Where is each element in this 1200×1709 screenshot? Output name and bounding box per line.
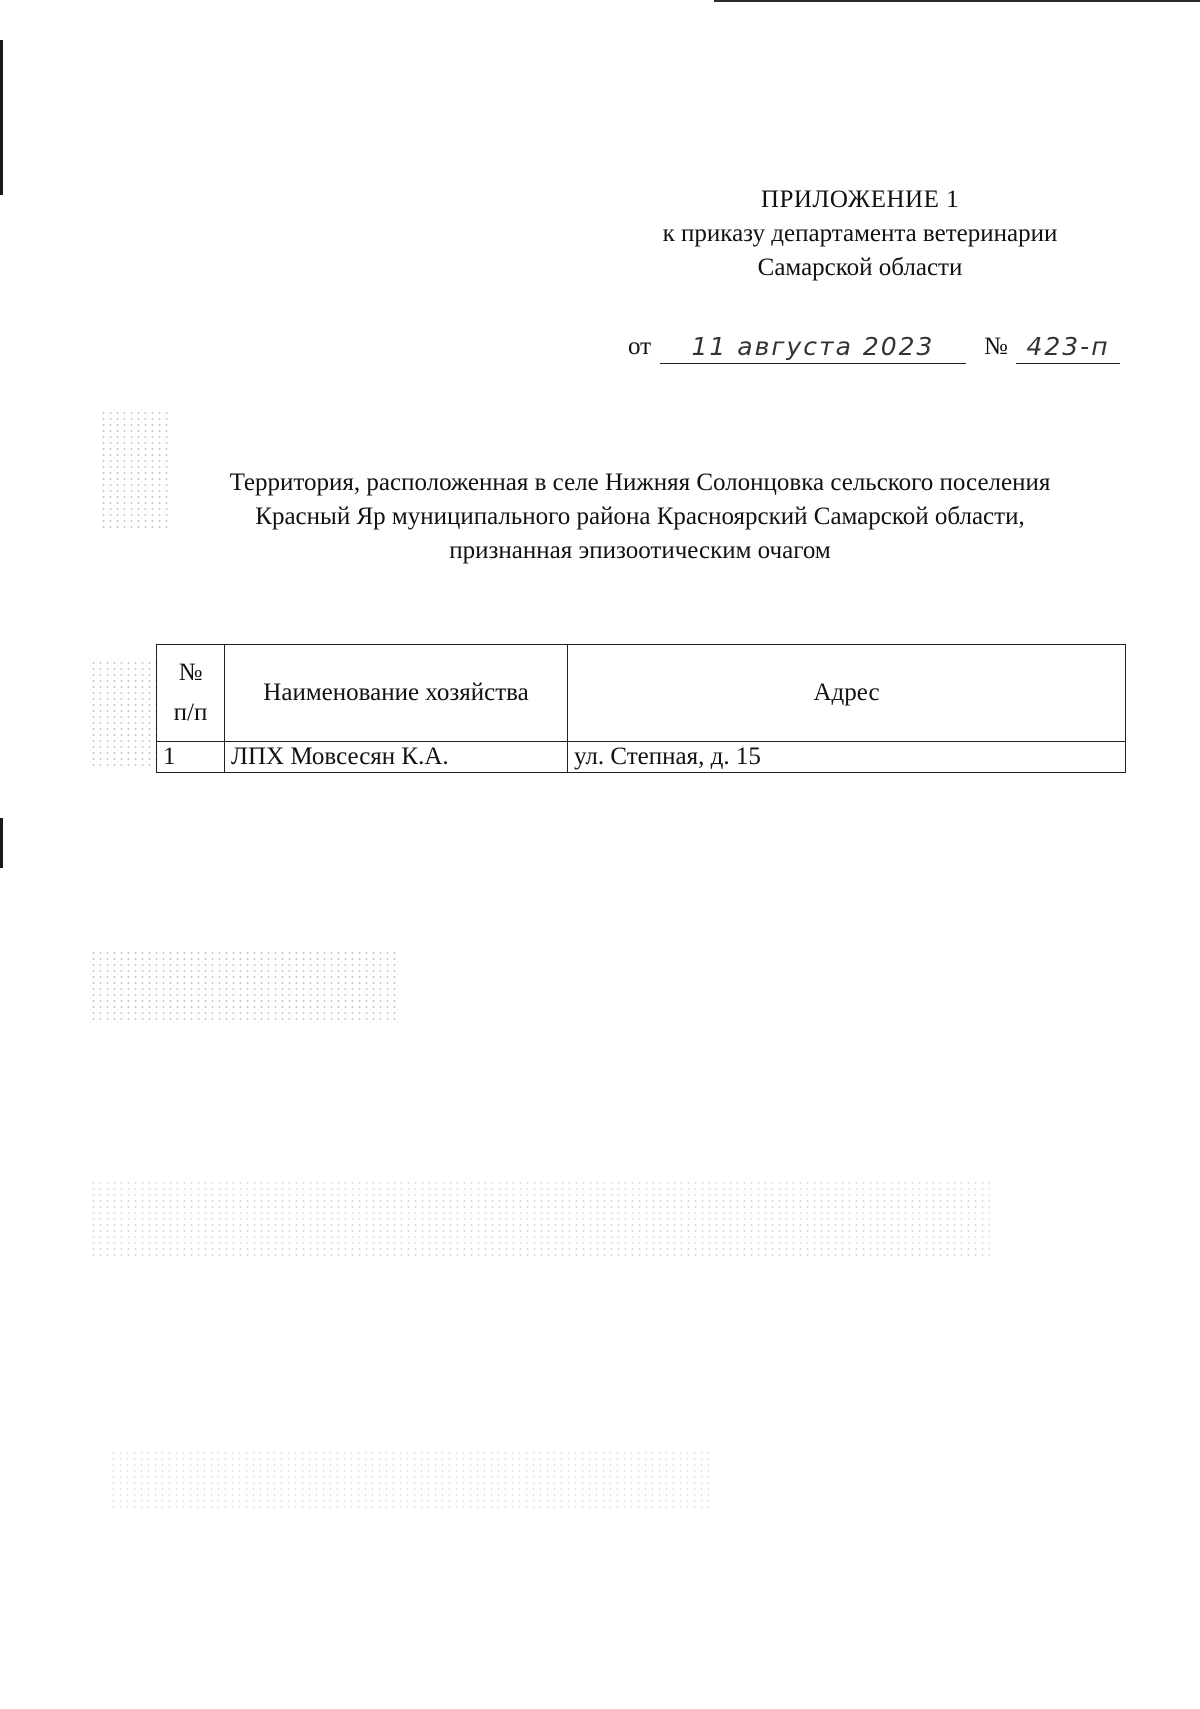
heading-line1: Территория, расположенная в селе Нижняя Солонцовка сельского поселения	[229, 469, 1051, 496]
appendix-subtitle-line2: Самарской области	[757, 254, 963, 281]
cell-name: ЛПХ Мовсесян К.А.	[225, 742, 568, 773]
order-number-field: 423-п	[1016, 330, 1120, 364]
header-num-line1: №	[178, 659, 203, 686]
appendix-block	[600, 183, 1120, 285]
scan-edge-mark	[0, 818, 3, 868]
order-date-field: 11 августа 2023	[660, 330, 966, 364]
order-number-label: №	[984, 333, 1008, 360]
heading-line3: признанная эпизоотическим очагом	[449, 537, 831, 564]
header-num-line2: п/п	[173, 699, 208, 726]
table-header-row	[157, 645, 1126, 742]
scan-noise	[90, 950, 400, 1020]
scan-noise	[90, 660, 160, 770]
document-heading	[150, 466, 1130, 568]
order-date-label: от	[628, 333, 652, 360]
farms-table	[156, 644, 1126, 773]
header-num	[157, 645, 225, 742]
order-reference	[628, 330, 1128, 370]
cell-num: 1	[157, 742, 225, 773]
heading-line2: Красный Яр муниципального района Красноярский Самарской области,	[255, 503, 1025, 530]
header-name: Наименование хозяйства	[225, 645, 568, 742]
scan-noise	[110, 1450, 710, 1510]
scan-edge-mark	[714, 0, 1200, 2]
scan-noise	[90, 1180, 990, 1260]
appendix-title: ПРИЛОЖЕНИЕ 1	[760, 186, 960, 213]
cell-address: ул. Степная, д. 15	[568, 742, 1126, 773]
table-row	[157, 742, 1126, 773]
header-address: Адрес	[568, 645, 1126, 742]
appendix-subtitle-line1: к приказу департамента ветеринарии	[662, 220, 1058, 247]
scan-edge-mark	[0, 40, 3, 195]
